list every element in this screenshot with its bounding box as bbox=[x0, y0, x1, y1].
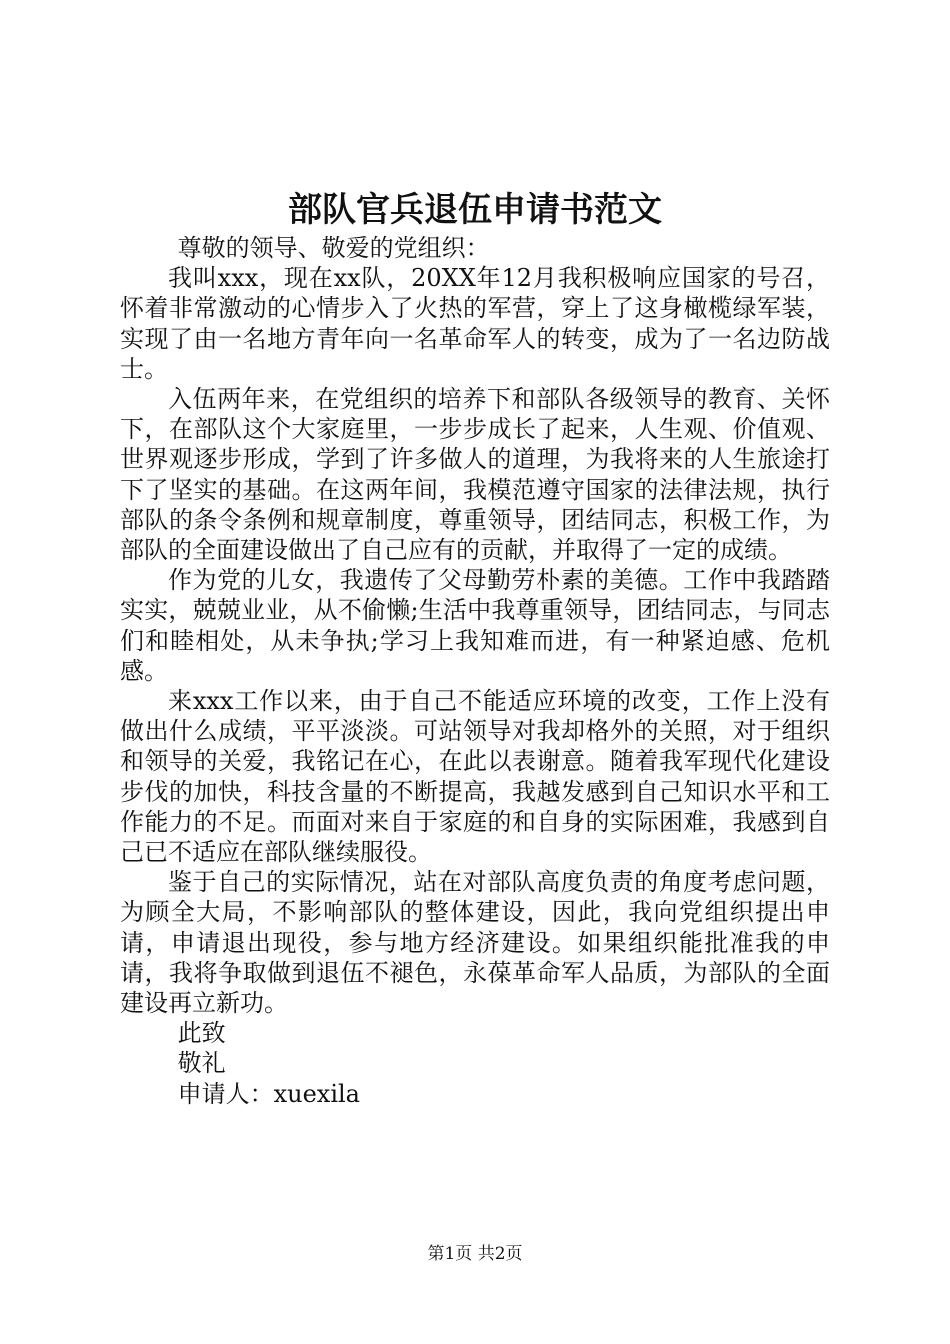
salutation: 尊敬的领导、敬爱的党组织： bbox=[177, 234, 490, 262]
document-title: 部队官兵退伍申请书范文 bbox=[288, 190, 662, 230]
document-body bbox=[120, 233, 830, 1109]
page-footer: 第1页 共2页 bbox=[427, 1244, 523, 1264]
paragraph: 作为党的儿女，我遗传了父母勤劳朴素的美德。工作中我踏踏实实，兢兢业业，从不偷懒;生活中我尊重领导，团结同志，与同志们和睦相处，从未争执;学习上我知难而进，有一种紧迫感、危机感。 bbox=[120, 566, 830, 685]
closing-line: 此致 bbox=[177, 1019, 226, 1048]
paragraph: 鉴于自己的实际情况，站在对部队高度负责的角度考虑问题，为顾全大局，不影响部队的整体建设，因此，我向党组织提出申请，申请退出现役，参与地方经济建设。如果组织能批准我的申请，我将争取做到退伍不褪色，永葆革命军人品质，为部队的全面建设再立新功。 bbox=[120, 868, 830, 1018]
paragraph: 我叫xxx，现在xx队，20XX年12月我积极响应国家的号召，怀着非常激动的心情步入了火热的军营，穿上了这身橄榄绿军装，实现了由一名地方青年向一名革命军人的转变，成为了一名边防战士。 bbox=[120, 264, 830, 383]
paragraph: 来xxx工作以来，由于自己不能适应环境的改变，工作上没有做出什么成绩，平平淡淡。可站领导对我却格外的关照，对于组织和领导的关爱，我铭记在心，在此以表谢意。随着我军现代化建设步伐的加快，科技含量的不断提高，我越发感到自己知识水平和工作能力的不足。而面对来自于家庭的和自身的实际困难，我感到自己已不适应在部队继续服役。 bbox=[120, 687, 830, 867]
signature: 申请人：xuexila bbox=[177, 1079, 360, 1108]
paragraph: 入伍两年来，在党组织的培养下和部队各级领导的教育、关怀下，在部队这个大家庭里，一步步成长了起来，人生观、价值观、世界观逐步形成，学到了许多做人的道理，为我将来的人生旅途打下了坚实的基础。在这两年间，我模范遵守国家的法律法规，执行部队的条令条例和规章制度，尊重领导，团结同志，积极工作，为部队的全面建设做出了自己应有的贡献，并取得了一定的成绩。 bbox=[120, 385, 830, 565]
closing-line: 敬礼 bbox=[177, 1049, 226, 1078]
